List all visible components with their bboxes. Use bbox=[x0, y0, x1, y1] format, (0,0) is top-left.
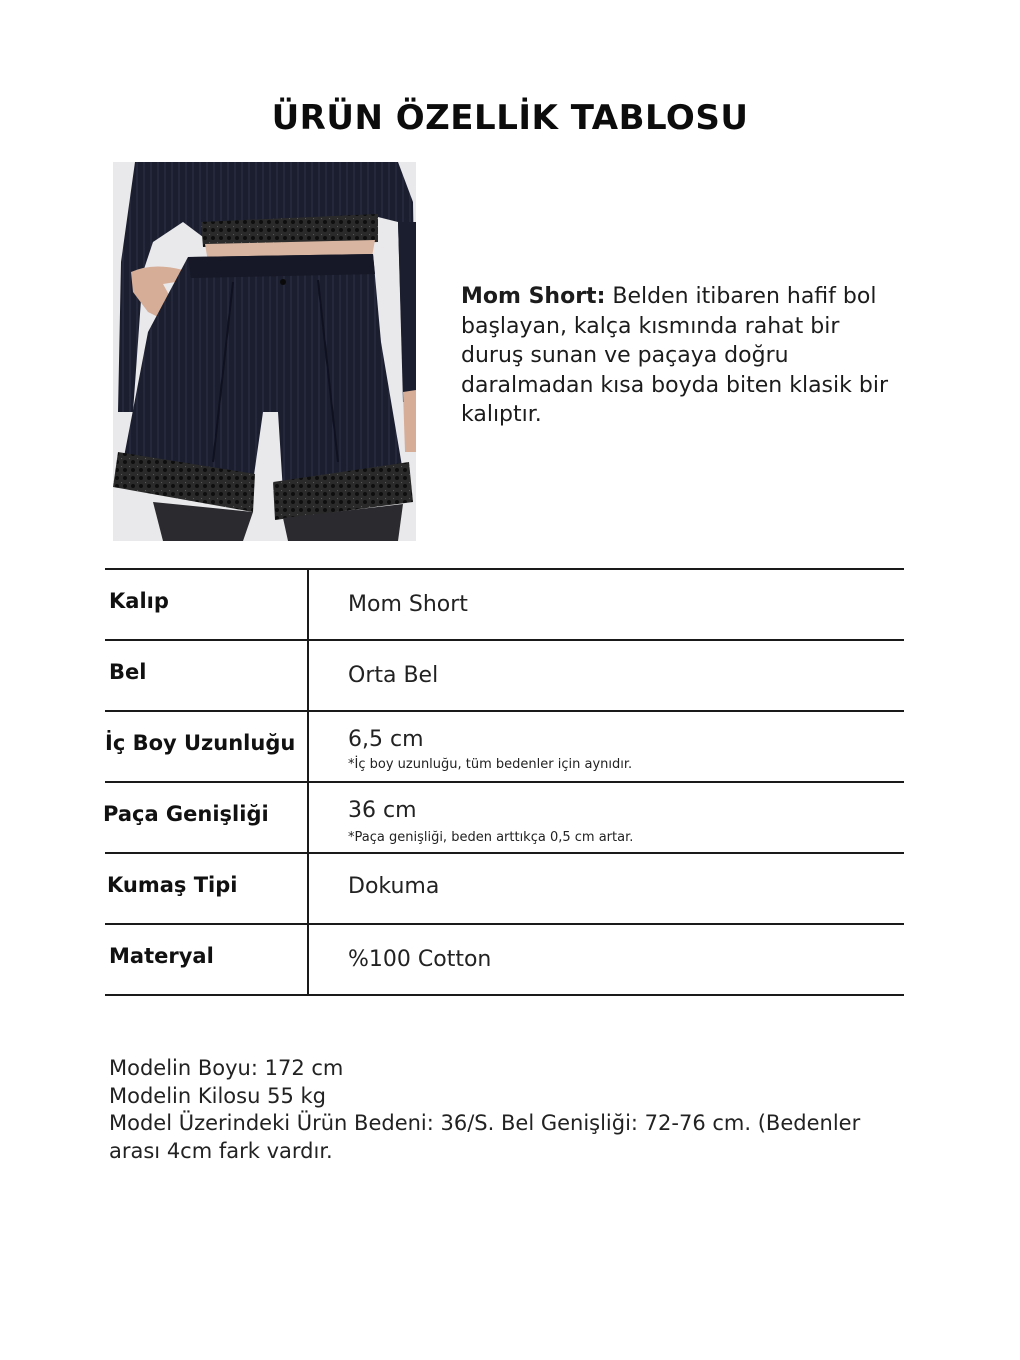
spec-value: 6,5 cm bbox=[348, 727, 424, 752]
column-divider bbox=[307, 641, 309, 710]
spec-label: Kumaş Tipi bbox=[107, 873, 238, 897]
spec-row-bel bbox=[105, 639, 904, 710]
page-title: ÜRÜN ÖZELLİK TABLOSU bbox=[271, 98, 749, 138]
column-divider bbox=[307, 854, 309, 923]
model-size-line-1: Model Üzerindeki Ürün Bedeni: 36/S. Bel Genişliği: 72-76 cm. (Bedenler bbox=[109, 1111, 861, 1135]
column-divider bbox=[307, 570, 309, 639]
model-height: Modelin Boyu: 172 cm bbox=[109, 1056, 344, 1080]
description-lead: Mom Short: bbox=[461, 284, 606, 309]
model-weight: Modelin Kilosu 55 kg bbox=[109, 1083, 326, 1108]
spec-label: Bel bbox=[109, 660, 147, 684]
spec-row-ic-boy bbox=[105, 710, 904, 781]
spec-row-materyal bbox=[105, 923, 904, 996]
product-description bbox=[461, 282, 901, 430]
spec-value: %100 Cotton bbox=[348, 947, 492, 972]
spec-row-kumas bbox=[105, 852, 904, 923]
spec-value: 36 cm bbox=[348, 798, 417, 823]
spec-label: Paça Genişliği bbox=[103, 802, 269, 826]
product-photo bbox=[113, 162, 416, 541]
column-divider bbox=[307, 783, 309, 852]
spec-label: Materyal bbox=[109, 944, 214, 968]
spec-value: Dokuma bbox=[348, 874, 440, 899]
spec-table bbox=[105, 568, 904, 996]
spec-label: İç Boy Uzunluğu bbox=[105, 731, 296, 755]
column-divider bbox=[307, 712, 309, 781]
model-info bbox=[109, 1055, 889, 1165]
spec-value: Mom Short bbox=[348, 592, 468, 617]
product-photo-illustration bbox=[113, 162, 416, 541]
spec-note: *Paça genişliği, beden arttıkça 0,5 cm artar. bbox=[348, 830, 634, 845]
spec-row-kalip bbox=[105, 568, 904, 639]
spec-label: Kalıp bbox=[109, 589, 169, 613]
model-size-line-2: arası 4cm fark vardır. bbox=[109, 1138, 333, 1163]
spec-value: Orta Bel bbox=[348, 663, 439, 688]
description-text: Belden itibaren hafif bol başlayan, kalça kısmında rahat bir duruş sunan ve paçaya doğru daralmadan kısa boyda biten klasik bir kalıptır. bbox=[461, 284, 888, 427]
spec-note: *İç boy uzunluğu, tüm bedenler için aynıdır. bbox=[348, 757, 633, 772]
column-divider bbox=[307, 925, 309, 994]
spec-row-paca bbox=[105, 781, 904, 852]
